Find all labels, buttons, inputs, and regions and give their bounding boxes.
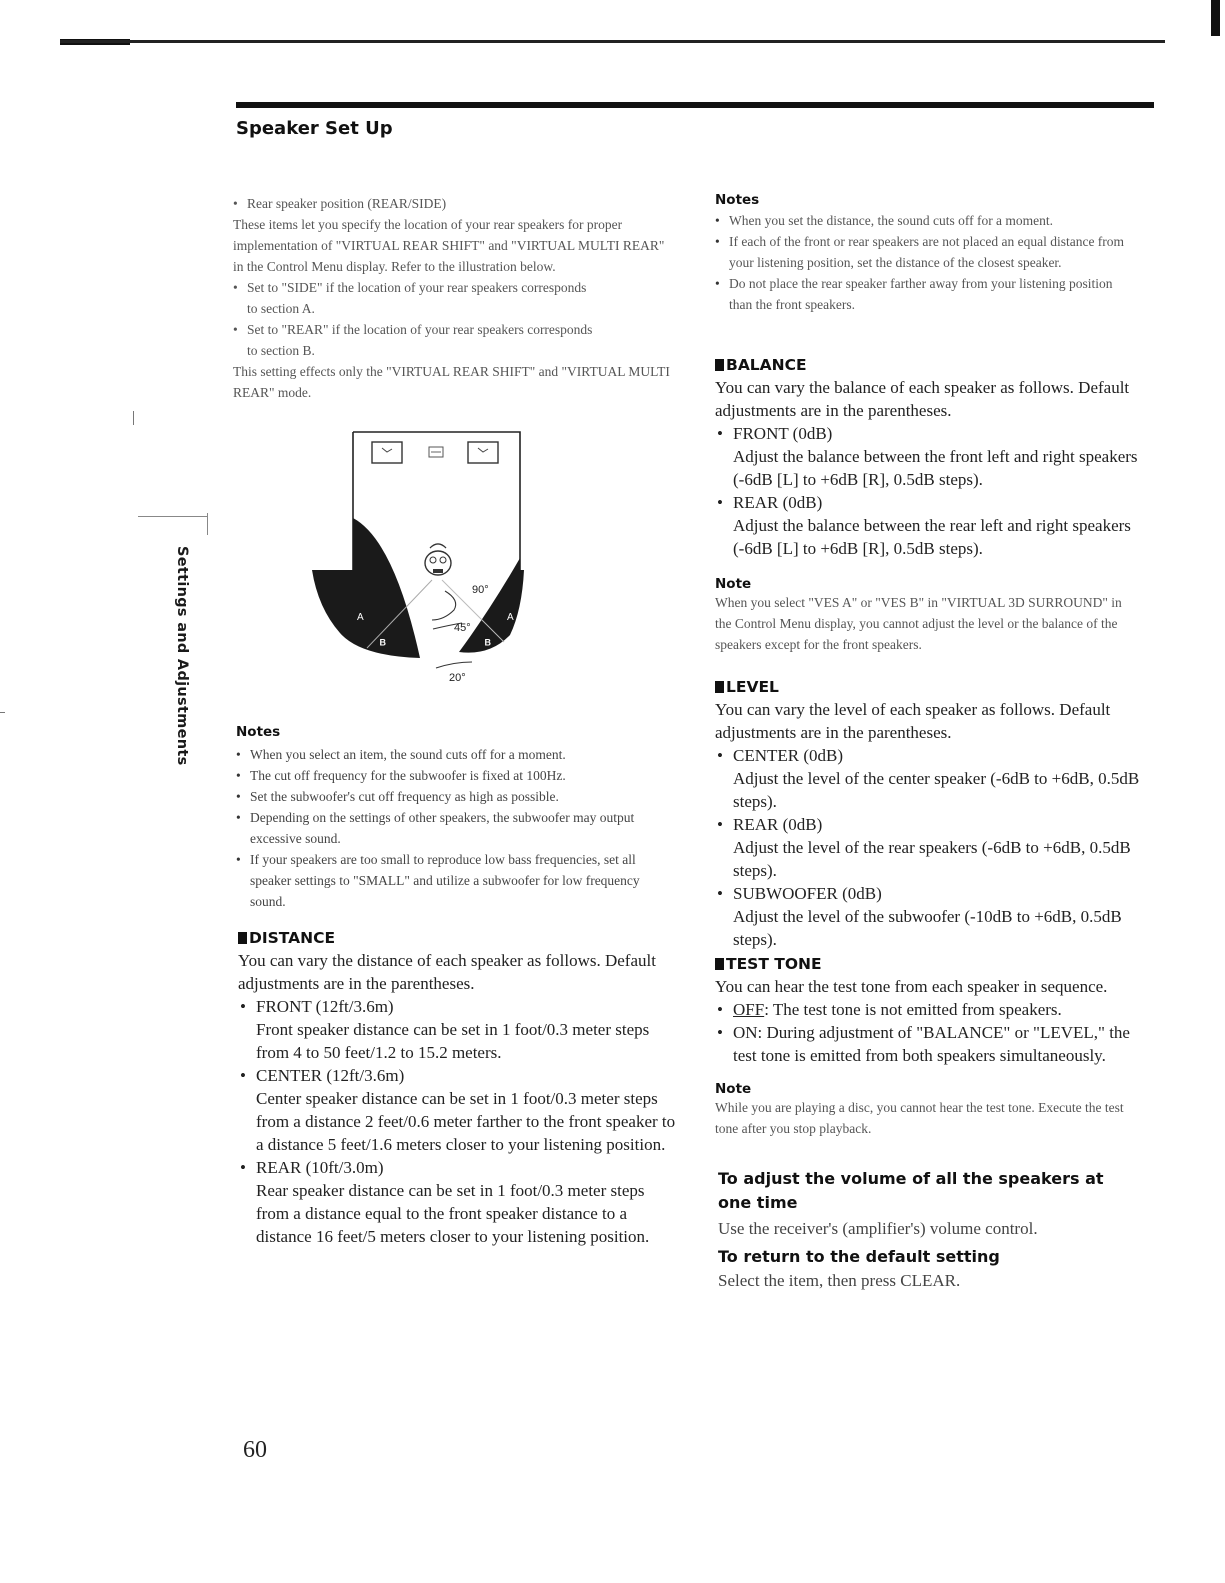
section-a-left-region	[312, 518, 420, 658]
balance-heading: BALANCE	[715, 356, 1140, 374]
test-tone-off-key: OFF	[733, 1000, 765, 1019]
notes-left-heading: Notes	[236, 724, 281, 740]
angle-20-label: 20°	[449, 672, 466, 684]
notes-left-item: • Set the subwoofer's cut off frequency as high as possible.	[236, 786, 666, 807]
rear-position-footer: This setting effects only the "VIRTUAL REAR SHIFT" and "VIRTUAL MULTI REAR" mode.	[233, 364, 670, 400]
angle-90-label: 90°	[472, 584, 489, 596]
section-b-left-label: B	[379, 637, 386, 648]
level-section	[715, 678, 1145, 951]
test-tone-off-desc: : The test tone is not emitted from speakers.	[764, 1000, 1062, 1019]
test-tone-intro: You can hear the test tone from each speaker in sequence.	[715, 977, 1108, 996]
test-tone-heading: TEST TONE	[715, 955, 1140, 973]
side-tab-bracket	[207, 513, 208, 535]
scan-artifact-rule	[60, 40, 1165, 43]
balance-item-desc: Adjust the balance between the front left and right speakers (-6dB [L] to +6dB [R], 0.5dB steps).	[733, 447, 1138, 489]
distance-item-desc: Rear speaker distance can be set in 1 foot/0.3 meter steps from a distance equal to the front speaker distance to a distance 16 feet/5 meters closer to your listening position.	[256, 1181, 650, 1246]
angle-arc-20	[436, 662, 472, 668]
level-item-name: • SUBWOOFER (0dB)	[715, 882, 1145, 905]
scan-edge-mark	[1211, 0, 1220, 36]
distance-item-name: • FRONT (12ft/3.6m)	[238, 995, 678, 1018]
rear-position-bullet-rear: • Set to "REAR" if the location of your rear speakers corresponds	[233, 319, 678, 340]
notes-right-item: • When you set the distance, the sound cuts off for a moment.	[715, 210, 1135, 231]
test-tone-on: • ON: During adjustment of "BALANCE" or "LEVEL," the test tone is emitted from both speakers simultaneously.	[715, 1021, 1140, 1067]
level-intro: You can vary the level of each speaker as follows. Default adjustments are in the parentheses.	[715, 700, 1111, 742]
balance-intro: You can vary the balance of each speaker as follows. Default adjustments are in the parentheses.	[715, 378, 1130, 420]
center-speaker-icon	[429, 447, 443, 457]
rear-position-bullet-side-cont: to section A.	[247, 301, 315, 316]
distance-intro: You can vary the distance of each speaker as follows. Default adjustments are in the parentheses.	[238, 951, 656, 993]
balance-item-name: • FRONT (0dB)	[715, 422, 1140, 445]
rear-position-intro: These items let you specify the location of your rear speakers for proper implementation of "VIRTUAL REAR SHIFT" and "VIRTUAL MULTI REAR" in the Control Menu display. Refer to the illustration below.	[233, 217, 665, 274]
page-number: 60	[243, 1437, 267, 1463]
front-right-speaker-icon	[468, 442, 498, 463]
notes-right-list	[715, 210, 1135, 315]
level-item-desc: Adjust the level of the rear speakers (-6dB to +6dB, 0.5dB steps).	[733, 838, 1131, 880]
balance-section	[715, 356, 1140, 655]
side-tab-line	[138, 516, 208, 517]
section-a-left-label: A	[357, 612, 364, 623]
side-tab-label: Settings and Adjustments	[174, 546, 190, 766]
rear-position-block	[233, 193, 678, 403]
front-left-speaker-icon	[372, 442, 402, 463]
notes-left-block	[236, 724, 666, 912]
section-marker-icon	[715, 958, 724, 970]
level-heading: LEVEL	[715, 678, 1145, 696]
notes-left-item: • Depending on the settings of other speakers, the subwoofer may output excessive sound.	[236, 807, 666, 849]
section-b-right-label: B	[484, 637, 491, 648]
notes-left-item: • If your speakers are too small to reproduce low bass frequencies, set all speaker settings to "SMALL" and utilize a subwoofer for low frequency sound.	[236, 849, 666, 912]
section-a-right-label: A	[507, 612, 514, 623]
rear-position-bullet-side: • Set to "SIDE" if the location of your rear speakers corresponds	[233, 277, 678, 298]
test-tone-off	[715, 998, 1140, 1021]
angle-arc-90	[432, 591, 456, 620]
distance-section	[238, 929, 678, 1248]
speaker-position-diagram	[312, 430, 524, 686]
balance-item-desc: Adjust the balance between the rear left and right speakers (-6dB [L] to +6dB [R], 0.5dB steps).	[733, 516, 1131, 558]
section-marker-icon	[715, 359, 724, 371]
default-setting-heading: To return to the default setting	[718, 1247, 1000, 1266]
distance-item-desc: Center speaker distance can be set in 1 foot/0.3 meter steps from a distance 2 feet/0.6 meter farther to the front speaker to a distance 5 feet/1.6 meters closer to your listening position.	[256, 1089, 676, 1154]
rear-position-heading: • Rear speaker position (REAR/SIDE)	[233, 193, 678, 214]
balance-note-heading: Note	[715, 576, 752, 592]
adjust-volume-block	[718, 1167, 1138, 1240]
adjust-volume-heading: To adjust the volume of all the speakers at one time	[718, 1169, 1104, 1212]
angle-45-label: 45°	[454, 622, 471, 634]
distance-item-desc: Front speaker distance can be set in 1 foot/0.3 meter steps from 4 to 50 feet/1.2 to 15.2 meters.	[256, 1020, 650, 1062]
notes-right-heading: Notes	[715, 192, 760, 208]
test-tone-note-heading: Note	[715, 1081, 752, 1097]
page-title: Speaker Set Up	[236, 118, 393, 139]
notes-right-item: • If each of the front or rear speakers are not placed an equal distance from your listening position, set the distance of the closest speaker.	[715, 231, 1135, 273]
margin-tick	[133, 411, 134, 425]
notes-left-item: • When you select an item, the sound cuts off for a moment.	[236, 744, 666, 765]
header-rule	[236, 102, 1154, 108]
level-item-desc: Adjust the level of the center speaker (-6dB to +6dB, 0.5dB steps).	[733, 769, 1140, 811]
margin-tick	[0, 712, 5, 713]
balance-note-text: When you select "VES A" or "VES B" in "VIRTUAL 3D SURROUND" in the Control Menu display, you cannot adjust the level or the balance of the speakers except for the front speakers.	[715, 595, 1122, 652]
section-marker-icon	[715, 681, 724, 693]
level-item-name: • CENTER (0dB)	[715, 744, 1145, 767]
test-tone-section	[715, 955, 1140, 1139]
test-tone-note-text: While you are playing a disc, you cannot hear the test tone. Execute the test tone after you stop playback.	[715, 1100, 1124, 1136]
distance-item-name: • REAR (10ft/3.0m)	[238, 1156, 678, 1179]
notes-left-item: • The cut off frequency for the subwoofer is fixed at 100Hz.	[236, 765, 666, 786]
default-setting-block	[718, 1245, 1138, 1292]
distance-item-name: • CENTER (12ft/3.6m)	[238, 1064, 678, 1087]
notes-left-list	[236, 744, 666, 912]
level-item-name: • REAR (0dB)	[715, 813, 1145, 836]
distance-heading: DISTANCE	[238, 929, 678, 947]
level-item-desc: Adjust the level of the subwoofer (-10dB to +6dB, 0.5dB steps).	[733, 907, 1122, 949]
rear-position-bullet-rear-cont: to section B.	[247, 343, 315, 358]
balance-item-name: • REAR (0dB)	[715, 491, 1140, 514]
default-setting-text: Select the item, then press CLEAR.	[718, 1271, 961, 1290]
notes-right-block	[715, 192, 1135, 315]
adjust-volume-text: Use the receiver's (amplifier's) volume control.	[718, 1219, 1038, 1238]
section-marker-icon	[238, 932, 247, 944]
listener-icon	[425, 544, 451, 575]
notes-right-item: • Do not place the rear speaker farther away from your listening position than the front speakers.	[715, 273, 1135, 315]
